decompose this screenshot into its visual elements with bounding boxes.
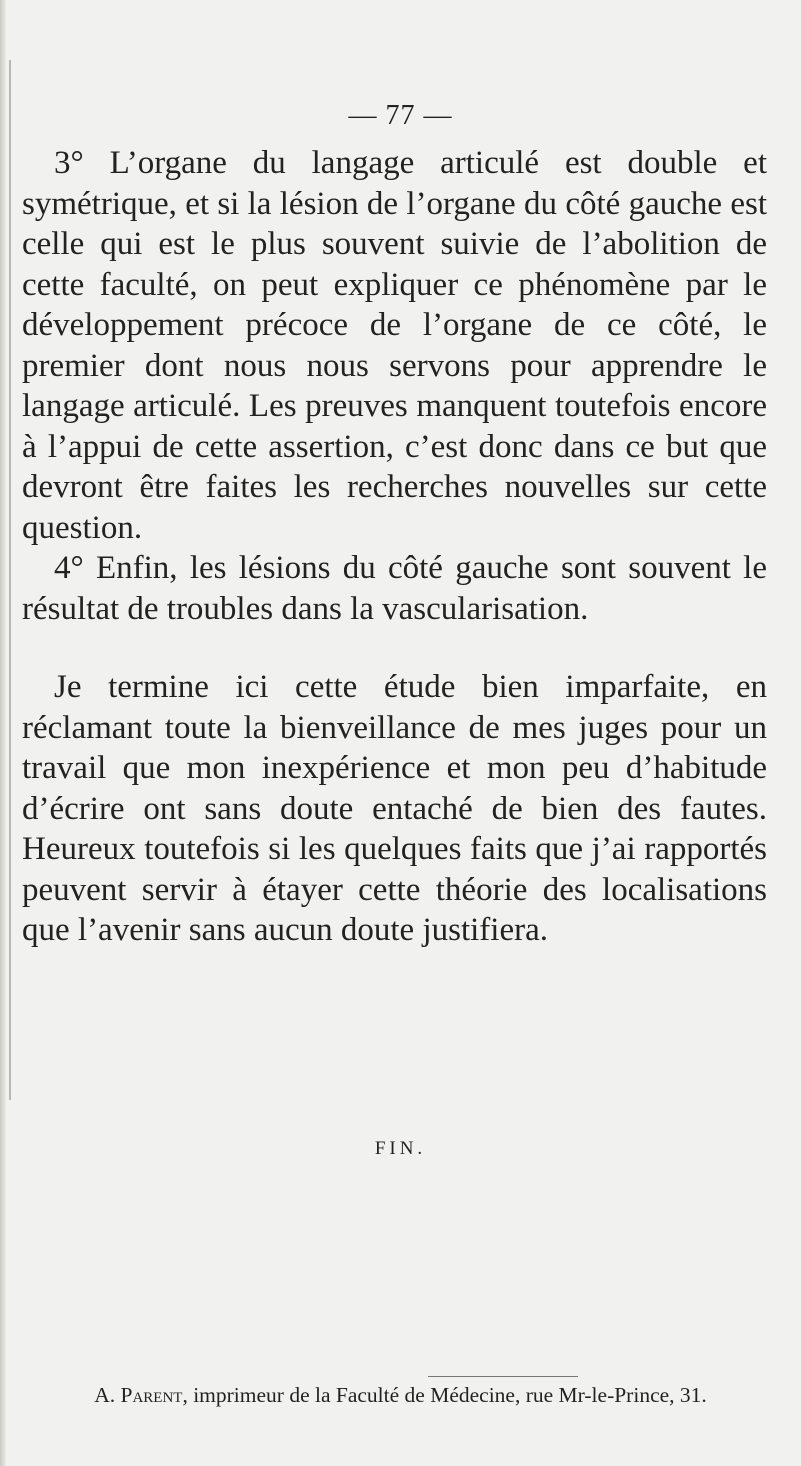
imprint-initial: A. (94, 1383, 121, 1407)
printer-name: Parent (120, 1383, 183, 1407)
body-text (22, 143, 767, 951)
paragraph-conclusion: Je termine ici cette étude bien imparfaite, en réclamant toute la bienveillance de mes juges pour un travail que mon inexpérience et mon peu d’habitude d’écrire ont sans doute entaché de bien des fautes. Heureux toutefois si les quelques faits que j’ai rapportés peuvent servir à étayer cette théorie des localisations que l’avenir sans aucun doute justifiera. (22, 669, 767, 948)
imprint-rule (428, 1376, 578, 1377)
page-number: — 77 — (348, 100, 453, 131)
paragraph-point-4: 4° Enfin, les lésions du côté gauche sont souvent le résultat de troubles dans la vascularisation. (22, 550, 767, 627)
printer-imprint (0, 1383, 801, 1408)
page-left-edge (0, 0, 6, 1466)
imprint-details: , imprimeur de la Faculté de Médecine, rue Mr-le-Prince, 31. (182, 1383, 707, 1407)
end-mark: FIN. (374, 1138, 427, 1159)
paragraph-point-3: 3° L’organe du langage articulé est double et symétrique, et si la lésion de l’organe du côté gauche est celle qui est le plus souvent suivie de l’abolition de cette faculté, on peut expliquer ce phénomène par le développement précoce de l’organe de ce côté, le premier dont nous nous servons pour apprendre le langage articulé. Les preuves manquent toutefois encore à l’appui de cette assertion, c’est donc dans ce but que devront être faites les recherches nouvelles sur cette question. (22, 145, 767, 546)
binding-shadow-line (9, 60, 11, 1100)
